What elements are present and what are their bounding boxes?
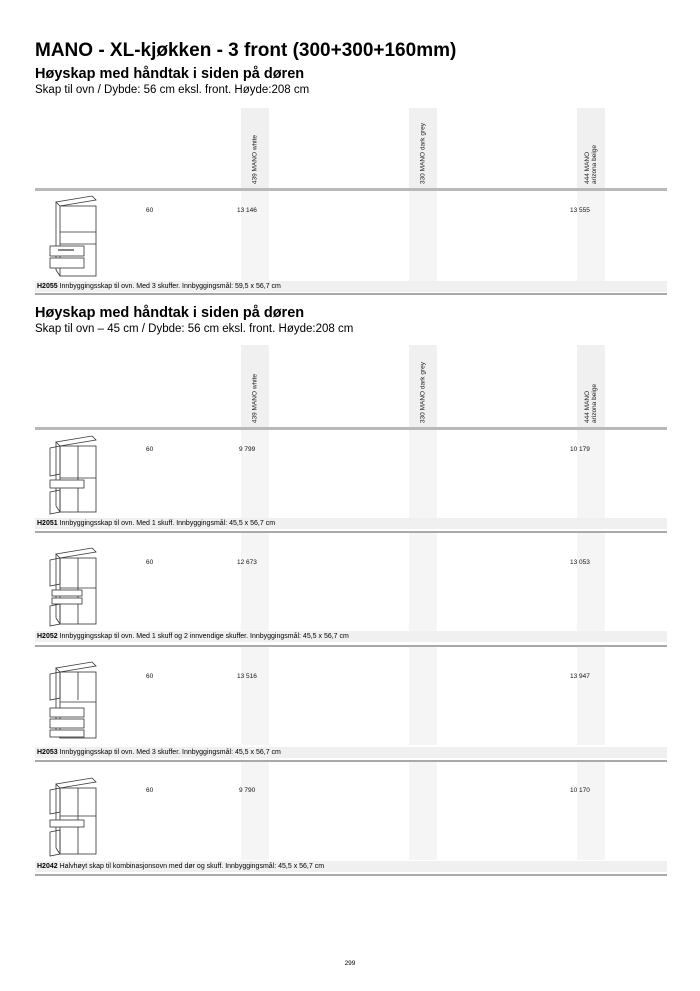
header-rule [35, 188, 667, 191]
product-width: 60 [146, 673, 154, 680]
product-description: H2052 Innbyggingsskap til ovn. Med 1 skuff og 2 innvendige skuffer. Innbyggingsmål: 45,5 x 56,7 cm [37, 633, 349, 640]
price-white: 12 673 [237, 559, 257, 566]
product-description: H2042 Halvhøyt skap til kombinasjonsovn med dør og skuff. Innbyggingsmål: 45,5 x 56,7 cm [37, 863, 325, 870]
product-code: H2051 [37, 520, 58, 527]
price-beige: 10 179 [570, 446, 590, 453]
price-beige: 13 555 [570, 207, 590, 214]
cabinet-oven-3-drawers-icon [44, 660, 104, 742]
column-header-white: 439 MANO white [241, 345, 269, 427]
section-title: Høyskap med håndtak i siden på døren [35, 66, 305, 82]
price-white: 13 516 [237, 673, 257, 680]
product-rule [35, 645, 667, 647]
section-subtitle: Skap til ovn – 45 cm / Dybde: 56 cm eksl. front. Høyde:208 cm [35, 323, 354, 335]
product-description: H2055 Innbyggingsskap til ovn. Med 3 skuffer. Innbyggingsmål: 59,5 x 56,7 cm [37, 283, 281, 290]
cabinet-oven-1-drawer-icon [44, 434, 104, 516]
column-header-dark-grey: 330 MANO dark grey [409, 108, 437, 188]
price-beige: 13 947 [570, 673, 590, 680]
product-width: 60 [146, 207, 154, 214]
cabinet-oven-3-drawers-icon [44, 194, 104, 280]
cabinet-oven-inner-drawers-icon [44, 546, 104, 628]
price-beige: 13 053 [570, 559, 590, 566]
section-title: Høyskap med håndtak i siden på døren [35, 305, 305, 321]
column-header-beige: 444 MANO arizona beige [577, 345, 605, 427]
product-rule [35, 760, 667, 762]
page-number: 299 [344, 960, 356, 967]
price-beige: 10 170 [570, 787, 590, 794]
page-title: MANO - XL-kjøkken - 3 front (300+300+160mm) [35, 40, 457, 61]
price-white: 9 790 [239, 787, 256, 794]
product-width: 60 [146, 446, 154, 453]
product-rule [35, 874, 667, 876]
product-description: H2053 Innbyggingsskap til ovn. Med 3 skuffer. Innbyggingsmål: 45,5 x 56,7 cm [37, 749, 281, 756]
product-description: H2051 Innbyggingsskap til ovn. Med 1 skuff. Innbyggingsmål: 45,5 x 56,7 cm [37, 520, 276, 527]
product-width: 60 [146, 787, 154, 794]
section-subtitle: Skap til ovn / Dybde: 56 cm eksl. front. Høyde:208 cm [35, 84, 310, 96]
product-code: H2052 [37, 633, 58, 640]
product-rule [35, 293, 667, 295]
column-header-dark-grey: 330 MANO dark grey [409, 345, 437, 427]
cabinet-combi-oven-icon [44, 776, 104, 858]
header-rule [35, 427, 667, 430]
price-white: 9 799 [239, 446, 256, 453]
product-code: H2042 [37, 863, 58, 870]
product-rule [35, 531, 667, 533]
product-width: 60 [146, 559, 154, 566]
product-code: H2053 [37, 749, 58, 756]
price-white: 13 146 [237, 207, 257, 214]
product-code: H2055 [37, 283, 58, 290]
column-header-beige: 444 MANO arizona beige [577, 108, 605, 188]
column-header-white: 439 MANO white [241, 108, 269, 188]
